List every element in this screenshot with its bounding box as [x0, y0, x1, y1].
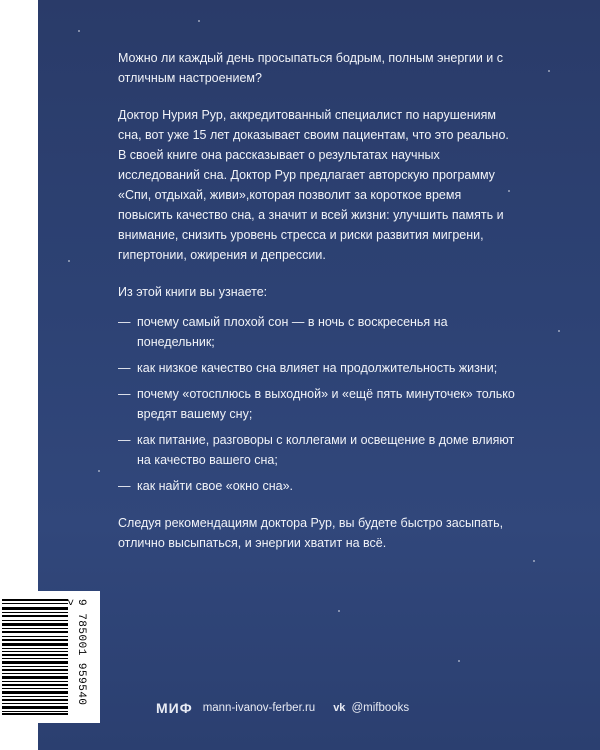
book-back-cover — [38, 0, 600, 750]
vk-icon: vk — [333, 702, 346, 714]
list-item: — как найти свое «окно сна». — [118, 476, 518, 496]
barcode — [0, 591, 100, 723]
list-item: — почему самый плохой сон — в ночь с воскресенья на понедельник; — [118, 312, 518, 352]
barcode-bars — [2, 597, 68, 717]
list-item: — как питание, разговоры с коллегами и освещение в доме влияют на качество вашего сна; — [118, 430, 518, 470]
website-link[interactable]: mann-ivanov-ferber.ru — [202, 702, 316, 714]
author-paragraph: Доктор Нурия Рур, аккредитованный специалист по нарушениям сна, вот уже 15 лет доказывает своим пациентам, что это реально. В своей книге она рассказывает о результатах научных исследований сна. Доктор Рур предлагает авторскую программу «Спи, отдыхай, живи»,которая позволит за короткое время повысить качество сна, а значит и всей жизни: улучшить память и внимание, снизить уровень стресса и риски развития мигрени, гипертонии, ожирения и депрессии. — [118, 108, 509, 262]
intro-paragraph: Можно ли каждый день просыпаться бодрым, полным энергии и с отличным настроением? — [118, 51, 503, 85]
publisher-footer — [156, 698, 409, 718]
publisher-logo: МИФ — [156, 700, 193, 716]
isbn-number: 9 785001 959540 > — [63, 599, 87, 706]
list-item: — как низкое качество сна влияет на продолжительность жизни; — [118, 358, 518, 378]
social-handle[interactable]: @mifbooks — [351, 702, 410, 714]
list-item: — почему «отосплюсь в выходной» и «ещё пять минуточек» только вредят вашему сну; — [118, 384, 518, 424]
benefits-list — [118, 312, 518, 496]
book-description — [118, 48, 518, 570]
outro-paragraph: Следуя рекомендациям доктора Рур, вы будете быстро засыпать, отлично высыпаться, и энергии хватит на всё. — [118, 516, 504, 550]
list-intro: Из этой книги вы узнаете: — [118, 285, 268, 299]
